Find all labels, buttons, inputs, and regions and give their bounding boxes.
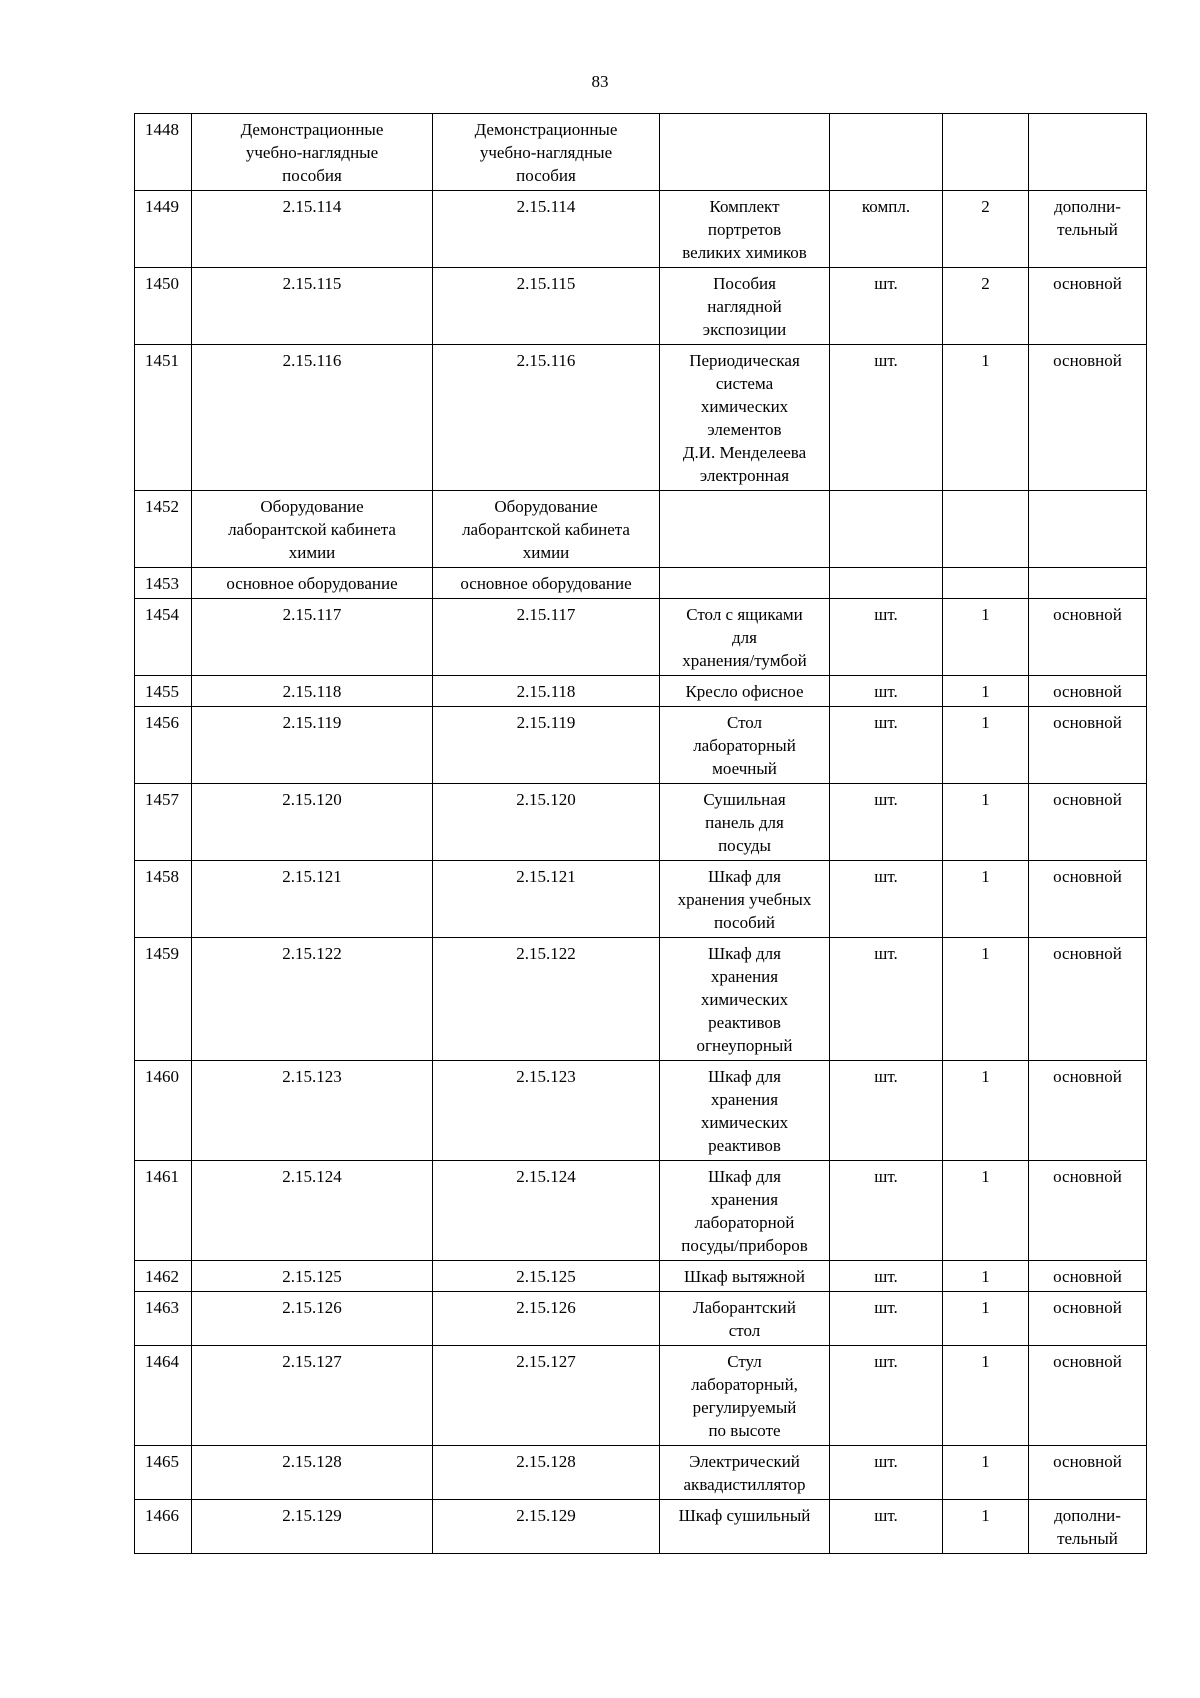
code-cell: 2.15.118 bbox=[192, 676, 433, 707]
unit-cell: шт. bbox=[830, 707, 943, 784]
code-cell-2: 2.15.124 bbox=[433, 1161, 660, 1261]
code-cell-2: 2.15.120 bbox=[433, 784, 660, 861]
code-cell-2: 2.15.116 bbox=[433, 345, 660, 491]
row-number-cell: 1464 bbox=[135, 1346, 192, 1446]
row-number-cell: 1455 bbox=[135, 676, 192, 707]
code-cell-2: 2.15.117 bbox=[433, 599, 660, 676]
code-cell-2: 2.15.122 bbox=[433, 938, 660, 1061]
item-name-cell: Шкаф сушильный bbox=[660, 1500, 830, 1554]
code-cell-2: 2.15.118 bbox=[433, 676, 660, 707]
code-cell: основное оборудование bbox=[192, 568, 433, 599]
row-number-cell: 1453 bbox=[135, 568, 192, 599]
row-number-cell: 1466 bbox=[135, 1500, 192, 1554]
code-cell-2: Оборудование лаборантской кабинета химии bbox=[433, 491, 660, 568]
unit-cell: шт. bbox=[830, 1292, 943, 1346]
item-name-cell: Кресло офисное bbox=[660, 676, 830, 707]
code-cell: 2.15.119 bbox=[192, 707, 433, 784]
equipment-type-cell: основной bbox=[1029, 676, 1147, 707]
quantity-cell: 1 bbox=[943, 345, 1029, 491]
item-name-cell bbox=[660, 568, 830, 599]
quantity-cell: 1 bbox=[943, 1500, 1029, 1554]
code-cell: 2.15.123 bbox=[192, 1061, 433, 1161]
unit-cell: шт. bbox=[830, 676, 943, 707]
quantity-cell: 1 bbox=[943, 707, 1029, 784]
row-number-cell: 1457 bbox=[135, 784, 192, 861]
unit-cell: шт. bbox=[830, 345, 943, 491]
unit-cell: компл. bbox=[830, 191, 943, 268]
equipment-type-cell: основной bbox=[1029, 938, 1147, 1061]
code-cell: 2.15.128 bbox=[192, 1446, 433, 1500]
unit-cell: шт. bbox=[830, 861, 943, 938]
row-number-cell: 1463 bbox=[135, 1292, 192, 1346]
quantity-cell: 1 bbox=[943, 861, 1029, 938]
code-cell-2: 2.15.128 bbox=[433, 1446, 660, 1500]
quantity-cell: 1 bbox=[943, 676, 1029, 707]
code-cell: 2.15.120 bbox=[192, 784, 433, 861]
unit-cell: шт. bbox=[830, 599, 943, 676]
code-cell: 2.15.117 bbox=[192, 599, 433, 676]
code-cell: 2.15.115 bbox=[192, 268, 433, 345]
quantity-cell: 1 bbox=[943, 1061, 1029, 1161]
row-number-cell: 1452 bbox=[135, 491, 192, 568]
equipment-type-cell: основной bbox=[1029, 599, 1147, 676]
code-cell: 2.15.116 bbox=[192, 345, 433, 491]
code-cell-2: 2.15.121 bbox=[433, 861, 660, 938]
quantity-cell: 1 bbox=[943, 1446, 1029, 1500]
code-cell-2: 2.15.126 bbox=[433, 1292, 660, 1346]
unit-cell: шт. bbox=[830, 784, 943, 861]
item-name-cell: Пособия наглядной экспозиции bbox=[660, 268, 830, 345]
table-row bbox=[135, 191, 1147, 268]
equipment-type-cell: основной bbox=[1029, 1346, 1147, 1446]
row-number-cell: 1449 bbox=[135, 191, 192, 268]
code-cell-2: 2.15.125 bbox=[433, 1261, 660, 1292]
unit-cell bbox=[830, 491, 943, 568]
row-number-cell: 1450 bbox=[135, 268, 192, 345]
row-number-cell: 1456 bbox=[135, 707, 192, 784]
quantity-cell: 2 bbox=[943, 191, 1029, 268]
item-name-cell: Периодическая система химических элементов Д.И. Менделеева электронная bbox=[660, 345, 830, 491]
table-row bbox=[135, 345, 1147, 491]
unit-cell: шт. bbox=[830, 1061, 943, 1161]
code-cell: 2.15.129 bbox=[192, 1500, 433, 1554]
item-name-cell: Электрический аквадистиллятор bbox=[660, 1446, 830, 1500]
table-row bbox=[135, 1346, 1147, 1446]
quantity-cell: 1 bbox=[943, 1161, 1029, 1261]
quantity-cell bbox=[943, 114, 1029, 191]
unit-cell bbox=[830, 114, 943, 191]
code-cell: 2.15.121 bbox=[192, 861, 433, 938]
code-cell-2: Демонстрационные учебно-наглядные пособия bbox=[433, 114, 660, 191]
table-row bbox=[135, 568, 1147, 599]
code-cell: 2.15.124 bbox=[192, 1161, 433, 1261]
equipment-type-cell: основной bbox=[1029, 861, 1147, 938]
item-name-cell: Стол лабораторный моечный bbox=[660, 707, 830, 784]
item-name-cell: Комплект портретов великих химиков bbox=[660, 191, 830, 268]
code-cell-2: 2.15.119 bbox=[433, 707, 660, 784]
equipment-type-cell bbox=[1029, 114, 1147, 191]
quantity-cell: 1 bbox=[943, 599, 1029, 676]
equipment-type-cell bbox=[1029, 568, 1147, 599]
code-cell: 2.15.122 bbox=[192, 938, 433, 1061]
code-cell: Демонстрационные учебно-наглядные пособия bbox=[192, 114, 433, 191]
code-cell: 2.15.126 bbox=[192, 1292, 433, 1346]
equipment-type-cell: основной bbox=[1029, 784, 1147, 861]
table-row bbox=[135, 1500, 1147, 1554]
unit-cell: шт. bbox=[830, 938, 943, 1061]
item-name-cell: Шкаф для хранения химических реактивов огнеупорный bbox=[660, 938, 830, 1061]
quantity-cell: 1 bbox=[943, 938, 1029, 1061]
unit-cell: шт. bbox=[830, 268, 943, 345]
table-row bbox=[135, 784, 1147, 861]
table-row bbox=[135, 676, 1147, 707]
equipment-type-cell: основной bbox=[1029, 1292, 1147, 1346]
code-cell-2: 2.15.114 bbox=[433, 191, 660, 268]
quantity-cell: 1 bbox=[943, 1346, 1029, 1446]
code-cell-2: 2.15.123 bbox=[433, 1061, 660, 1161]
page-number: 83 bbox=[591, 72, 609, 91]
table-row bbox=[135, 1292, 1147, 1346]
code-cell: 2.15.127 bbox=[192, 1346, 433, 1446]
item-name-cell bbox=[660, 491, 830, 568]
unit-cell: шт. bbox=[830, 1161, 943, 1261]
item-name-cell: Шкаф вытяжной bbox=[660, 1261, 830, 1292]
item-name-cell: Шкаф для хранения лабораторной посуды/приборов bbox=[660, 1161, 830, 1261]
item-name-cell: Стул лабораторный, регулируемый по высоте bbox=[660, 1346, 830, 1446]
table-row bbox=[135, 707, 1147, 784]
table-row bbox=[135, 114, 1147, 191]
quantity-cell bbox=[943, 568, 1029, 599]
equipment-table bbox=[134, 113, 1147, 1554]
equipment-type-cell: основной bbox=[1029, 1161, 1147, 1261]
table-row bbox=[135, 1446, 1147, 1500]
row-number-cell: 1465 bbox=[135, 1446, 192, 1500]
item-name-cell: Лаборантский стол bbox=[660, 1292, 830, 1346]
quantity-cell: 1 bbox=[943, 1261, 1029, 1292]
code-cell: Оборудование лаборантской кабинета химии bbox=[192, 491, 433, 568]
row-number-cell: 1461 bbox=[135, 1161, 192, 1261]
unit-cell: шт. bbox=[830, 1500, 943, 1554]
code-cell: 2.15.125 bbox=[192, 1261, 433, 1292]
item-name-cell: Стол с ящиками для хранения/тумбой bbox=[660, 599, 830, 676]
code-cell-2: основное оборудование bbox=[433, 568, 660, 599]
unit-cell bbox=[830, 568, 943, 599]
equipment-type-cell: основной bbox=[1029, 1446, 1147, 1500]
row-number-cell: 1458 bbox=[135, 861, 192, 938]
unit-cell: шт. bbox=[830, 1261, 943, 1292]
quantity-cell: 1 bbox=[943, 1292, 1029, 1346]
equipment-type-cell: основной bbox=[1029, 1061, 1147, 1161]
table-row bbox=[135, 1261, 1147, 1292]
code-cell-2: 2.15.129 bbox=[433, 1500, 660, 1554]
table-row bbox=[135, 861, 1147, 938]
code-cell-2: 2.15.127 bbox=[433, 1346, 660, 1446]
code-cell-2: 2.15.115 bbox=[433, 268, 660, 345]
table-row bbox=[135, 268, 1147, 345]
row-number-cell: 1459 bbox=[135, 938, 192, 1061]
table-row bbox=[135, 599, 1147, 676]
equipment-type-cell bbox=[1029, 491, 1147, 568]
item-name-cell: Шкаф для хранения учебных пособий bbox=[660, 861, 830, 938]
row-number-cell: 1454 bbox=[135, 599, 192, 676]
code-cell: 2.15.114 bbox=[192, 191, 433, 268]
table-row bbox=[135, 1061, 1147, 1161]
equipment-type-cell: основной bbox=[1029, 707, 1147, 784]
row-number-cell: 1462 bbox=[135, 1261, 192, 1292]
item-name-cell: Сушильная панель для посуды bbox=[660, 784, 830, 861]
equipment-type-cell: основной bbox=[1029, 345, 1147, 491]
row-number-cell: 1460 bbox=[135, 1061, 192, 1161]
equipment-type-cell: дополни- тельный bbox=[1029, 191, 1147, 268]
unit-cell: шт. bbox=[830, 1346, 943, 1446]
equipment-type-cell: дополни- тельный bbox=[1029, 1500, 1147, 1554]
table-body bbox=[135, 114, 1147, 1554]
table-row bbox=[135, 1161, 1147, 1261]
unit-cell: шт. bbox=[830, 1446, 943, 1500]
quantity-cell bbox=[943, 491, 1029, 568]
row-number-cell: 1451 bbox=[135, 345, 192, 491]
equipment-type-cell: основной bbox=[1029, 268, 1147, 345]
table-row bbox=[135, 491, 1147, 568]
table-row bbox=[135, 938, 1147, 1061]
equipment-type-cell: основной bbox=[1029, 1261, 1147, 1292]
row-number-cell: 1448 bbox=[135, 114, 192, 191]
quantity-cell: 1 bbox=[943, 784, 1029, 861]
item-name-cell bbox=[660, 114, 830, 191]
quantity-cell: 2 bbox=[943, 268, 1029, 345]
item-name-cell: Шкаф для хранения химических реактивов bbox=[660, 1061, 830, 1161]
